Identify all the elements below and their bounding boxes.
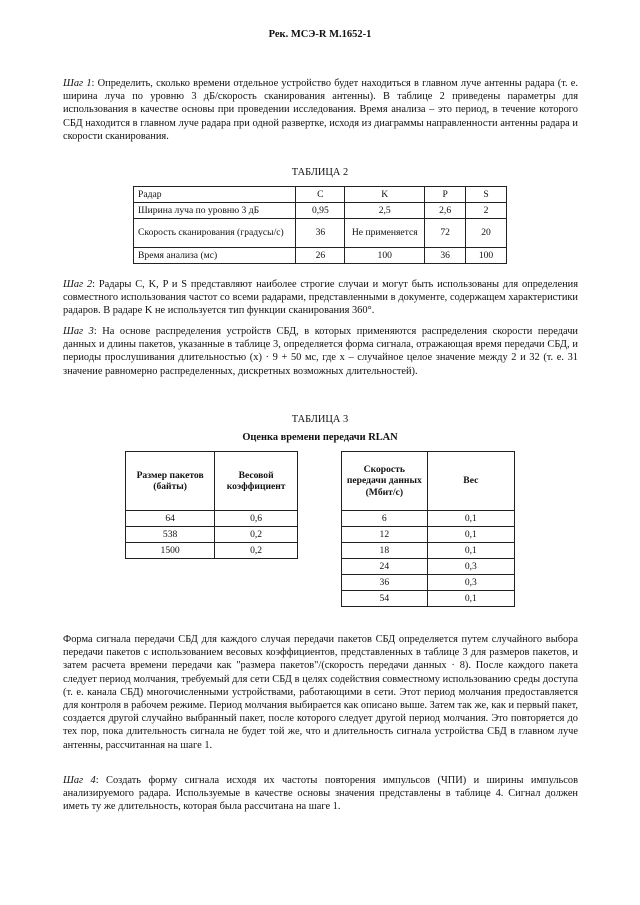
table3-packet-sizes xyxy=(125,451,298,559)
step4-label: Шаг 4 xyxy=(63,775,96,786)
table-cell: P xyxy=(425,187,466,203)
table-cell: 0,1 xyxy=(427,543,514,559)
step2-label: Шаг 2 xyxy=(63,279,93,290)
table-cell: C xyxy=(296,187,345,203)
table-row xyxy=(342,575,515,591)
table-row xyxy=(342,591,515,607)
step3-paragraph xyxy=(63,325,578,378)
table-cell: 72 xyxy=(425,219,466,248)
table-cell: 0,95 xyxy=(296,203,345,219)
table-cell: Время анализа (мс) xyxy=(134,248,296,264)
table-row xyxy=(126,527,298,543)
table-cell: S xyxy=(466,187,507,203)
table-cell: 100 xyxy=(466,248,507,264)
table-row xyxy=(342,527,515,543)
table-cell: 20 xyxy=(466,219,507,248)
table-cell: 0,2 xyxy=(215,543,298,559)
table-cell: 538 xyxy=(126,527,215,543)
table-cell: Ширина луча по уровню 3 дБ xyxy=(134,203,296,219)
table-cell: 0,2 xyxy=(215,527,298,543)
waveform-paragraph: Форма сигнала передачи СБД для каждого случая передачи пакетов СБД определяется путем случайного выбора передачи пакетов с использованием весовых коэффициентов, представленных в таблице 3 для размеров пакетов, и затем расчета времени передачи как "размера пакетов"/(скорость передачи данных · 8). После каждого пакета следует период молчания, требуемый для сети СБД в целях содействия совместному использованию среды доступа (т. е. канала СБД) многочисленными устройствами, работающими в сети. Этот период молчания предоставляется для контроля в рабочем режиме. Период молчания выбирается как описано выше. Затем так же, как и первый пакет, создается другой случайно выбранный пакет, после которого следует другой период молчания. Это повторяется до тех пор, пока длительность сигнала не будет той же, что и длительность сигнала устройства СБД в главном луче антенны, рассчитанная на шаге 1. xyxy=(63,634,578,751)
table-row xyxy=(342,511,515,527)
table-header-row xyxy=(342,452,515,511)
table-row xyxy=(134,187,507,203)
step3-label: Шаг 3 xyxy=(63,326,94,337)
table-header-cell: Размер пакетов (байты) xyxy=(126,452,215,511)
table-cell: 6 xyxy=(342,511,428,527)
table-cell: 0,1 xyxy=(427,527,514,543)
step1-text: : Определить, сколько времени отдельное устройство будет находиться в главном луче антенны радара (т. е. ширина луча по уровню 3 дБ/скорость сканирования антенны). В таблице 2 приведены параметры для использования в качестве основы при проведении исследования. Время анализа – это период, в течение которого СБД находится в главном луче радара при одной развертке, исходя из диаграммы направленности антенны радара и скорости сканирования. xyxy=(63,78,578,142)
table-header-cell: Скорость передачи данных (Мбит/с) xyxy=(342,452,428,511)
table-cell: 36 xyxy=(296,219,345,248)
step3-text: : На основе распределения устройств СБД, в которых применяются распределения скорости передачи данных и длины пакетов, указанные в таблице 3, определяется форма сигнала, отражающая время передачи СБД, и периоды прослушивания длительностью (x) · 9 + 50 мс, где x – случайное целое значение между 2 и 32 (т. е. 31 значение равномерно распределенных, дискретных возможных длительностей). xyxy=(63,326,578,377)
step2-text: : Радары C, K, P и S представляют наиболее строгие случаи и могут быть использованы для определения совместного использования частот со всеми радарами, представленными в документе, содержащем характеристики радаров. В радаре K не используется тип функции сканирования 360°. xyxy=(63,279,578,317)
table-cell: Радар xyxy=(134,187,296,203)
table-row xyxy=(342,559,515,575)
table2-title: ТАБЛИЦА 2 xyxy=(291,167,349,178)
table-row xyxy=(134,203,507,219)
step4-text: : Создать форму сигнала исходя их частоты повторения импульсов (ЧПИ) и ширины импульсов анализируемого радара. Используемые в качестве основы значения представлены в таблице 4. Сигнал должен иметь ту же длительность, которая была рассчитана на шаге 1. xyxy=(63,775,578,813)
table-header-row xyxy=(126,452,298,511)
step1-label: Шаг 1 xyxy=(63,78,92,89)
table-cell: 0,1 xyxy=(427,591,514,607)
page-header: Рек. МСЭ-R M.1652-1 xyxy=(268,29,372,40)
table-row xyxy=(126,543,298,559)
table-header-cell: Вес xyxy=(427,452,514,511)
table-cell: Скорость сканирования (градусы/с) xyxy=(134,219,296,248)
table-cell: 0,3 xyxy=(427,559,514,575)
table3-data-rates xyxy=(341,451,515,607)
table-cell: 2,5 xyxy=(345,203,425,219)
table-cell: 2,6 xyxy=(425,203,466,219)
step4-paragraph xyxy=(63,774,578,814)
table2 xyxy=(133,186,507,264)
table-cell: 18 xyxy=(342,543,428,559)
table-cell: 36 xyxy=(342,575,428,591)
step1-paragraph xyxy=(63,77,578,143)
table-cell: 2 xyxy=(466,203,507,219)
table-cell: K xyxy=(345,187,425,203)
table-cell: 0,1 xyxy=(427,511,514,527)
table3-title: ТАБЛИЦА 3 xyxy=(291,414,349,425)
table-cell: 26 xyxy=(296,248,345,264)
table-cell: 64 xyxy=(126,511,215,527)
table-cell: Не применяется xyxy=(345,219,425,248)
table3-subtitle: Оценка времени передачи RLAN xyxy=(242,432,398,443)
table-cell: 54 xyxy=(342,591,428,607)
table-row xyxy=(126,511,298,527)
table-row xyxy=(134,219,507,248)
table-cell: 100 xyxy=(345,248,425,264)
table-header-cell: Весовой коэффициент xyxy=(215,452,298,511)
table-cell: 0,6 xyxy=(215,511,298,527)
table-row xyxy=(134,248,507,264)
step2-paragraph xyxy=(63,278,578,318)
table-cell: 24 xyxy=(342,559,428,575)
table-cell: 1500 xyxy=(126,543,215,559)
table-cell: 12 xyxy=(342,527,428,543)
table-cell: 36 xyxy=(425,248,466,264)
table-row xyxy=(342,543,515,559)
table-cell: 0,3 xyxy=(427,575,514,591)
